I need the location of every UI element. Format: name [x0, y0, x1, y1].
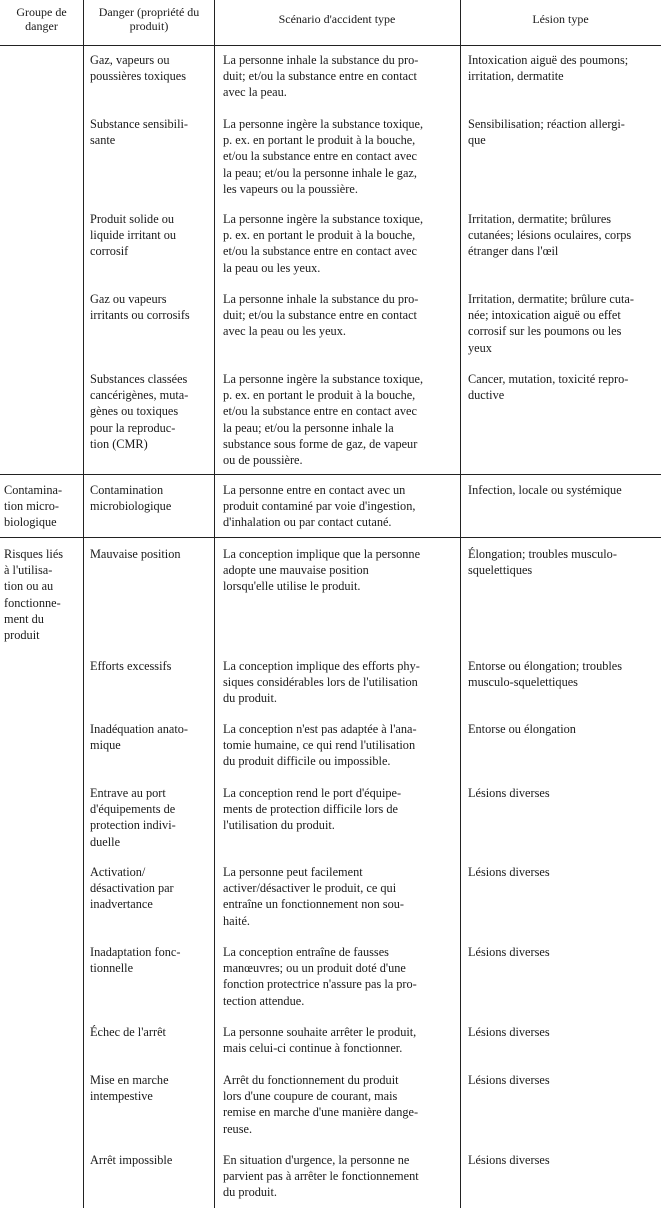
row-lesion: Lésions diverses	[468, 1153, 550, 1167]
column-divider	[83, 0, 84, 1208]
row-scenario: La conception implique que la personne adopte une mauvaise position lorsqu'elle utilise le produit.	[223, 547, 421, 594]
row-danger: Gaz, vapeurs ou poussières toxiques	[90, 53, 186, 84]
row-danger: Activation/ désactivation par inadvertance	[90, 865, 174, 912]
row-danger: Gaz ou vapeurs irritants ou corrosifs	[90, 292, 190, 323]
row-danger: Arrêt impossible	[90, 1153, 173, 1167]
row-danger: Produit solide ou liquide irritant ou corrosif	[90, 212, 177, 259]
row-scenario: La conception implique des efforts phy- siques considérables lors de l'utilisation du produit.	[223, 659, 420, 706]
row-danger: Échec de l'arrêt	[90, 1025, 166, 1039]
row-lesion: Entorse ou élongation	[468, 722, 576, 736]
row-danger: Efforts excessifs	[90, 659, 172, 673]
row-danger: Substance sensibili- sante	[90, 117, 189, 148]
row-lesion: Entorse ou élongation; troubles musculo-squelettiques	[468, 659, 623, 690]
row-scenario: La personne peut facilement activer/désactiver le produit, ce qui entraîne un fonctionnement non sou- haité.	[223, 865, 404, 928]
row-danger: Substances classées cancérigènes, muta- gènes ou toxiques pour la reproduc- tion (CMR)	[90, 372, 189, 451]
row-lesion: Irritation, dermatite; brûlure cuta- née; intoxication aiguë ou effet corrosif sur les poumons ou les yeux	[468, 292, 634, 355]
row-scenario: En situation d'urgence, la personne ne parvient pas à arrêter le fonctionnement du produit.	[223, 1153, 419, 1200]
column-divider	[460, 0, 461, 1208]
row-scenario: La conception entraîne de fausses manœuvres; ou un produit doté d'une fonction protectrice n'assure pas la pro- tection attendue.	[223, 945, 417, 1008]
column-divider	[214, 0, 215, 1208]
row-danger: Mauvaise position	[90, 547, 181, 561]
row-lesion: Lésions diverses	[468, 945, 550, 959]
row-danger: Inadéquation anato- mique	[90, 722, 188, 753]
row-lesion: Élongation; troubles musculo- squelettiques	[468, 547, 617, 578]
group-contamination: Contamina- tion micro- biologique	[4, 483, 63, 530]
row-danger: Entrave au port d'équipements de protection indivi- duelle	[90, 786, 176, 849]
row-lesion: Cancer, mutation, toxicité repro- ductive	[468, 372, 629, 403]
header-scenario: Scénario d'accident type	[278, 12, 396, 26]
group-divider	[0, 474, 661, 475]
row-lesion: Lésions diverses	[468, 865, 550, 879]
row-lesion: Infection, locale ou systémique	[468, 483, 622, 497]
row-danger: Mise en marche intempestive	[90, 1073, 169, 1104]
row-scenario: La personne inhale la substance du pro- duit; et/ou la substance entre en contact avec la peau ou les yeux.	[223, 292, 419, 339]
row-scenario: La conception n'est pas adaptée à l'ana- tomie humaine, ce qui rend l'utilisation du produit difficile ou impossible.	[223, 722, 417, 769]
row-lesion: Irritation, dermatite; brûlures cutanées; lésions oculaires, corps étranger dans l'œil	[468, 212, 632, 259]
row-scenario: La personne souhaite arrêter le produit, mais celui-ci continue à fonctionner.	[223, 1025, 417, 1056]
group-utilisation: Risques liés à l'utilisa- tion ou au fonctionne- ment du produit	[4, 547, 64, 643]
row-lesion: Lésions diverses	[468, 786, 550, 800]
row-lesion: Lésions diverses	[468, 1073, 550, 1087]
row-scenario: Arrêt du fonctionnement du produit lors d'une coupure de courant, mais remise en marche d'une manière dange- reuse.	[223, 1073, 419, 1136]
row-scenario: La personne inhale la substance du pro- duit; et/ou la substance entre en contact avec la peau.	[223, 53, 419, 100]
header-groupe: Groupe de danger	[16, 5, 67, 33]
row-lesion: Lésions diverses	[468, 1025, 550, 1039]
header-lesion: Lésion type	[532, 12, 589, 26]
row-scenario: La personne entre en contact avec un produit contaminé par voie d'ingestion, d'inhalation ou par contact cutané.	[223, 483, 416, 530]
row-danger: Contamination microbiologique	[90, 483, 172, 514]
row-scenario: La conception rend le port d'équipe- ments de protection difficile lors de l'utilisation du produit.	[223, 786, 402, 833]
row-danger: Inadaptation fonc- tionnelle	[90, 945, 181, 976]
row-scenario: La personne ingère la substance toxique, p. ex. en portant le produit à la bouche, et/ou la substance entre en contact avec la peau ou les yeux.	[223, 212, 424, 275]
row-scenario: La personne ingère la substance toxique, p. ex. en portant le produit à la bouche, et/ou la substance entre en contact avec la peau; et/ou la personne inhale la substance sous forme de gaz, de vapeur ou de poussière.	[223, 372, 424, 468]
row-lesion: Intoxication aiguë des poumons; irritation, dermatite	[468, 53, 629, 84]
header-divider	[0, 45, 661, 46]
group-divider	[0, 537, 661, 538]
header-danger: Danger (propriété du produit)	[98, 5, 200, 33]
row-scenario: La personne ingère la substance toxique, p. ex. en portant le produit à la bouche, et/ou la substance entre en contact avec la peau; et/ou la personne inhale le gaz, les vapeurs ou la poussière.	[223, 117, 424, 196]
row-lesion: Sensibilisation; réaction allergi- que	[468, 117, 625, 148]
